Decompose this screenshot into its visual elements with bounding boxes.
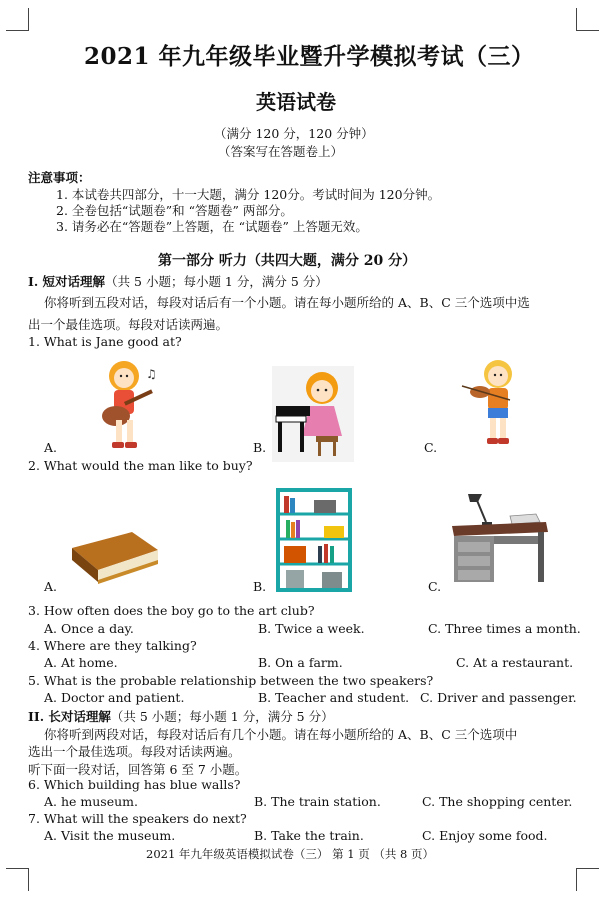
q1-option-c: C. [424, 440, 438, 455]
q3-option-a: A. Once a day. [44, 621, 134, 636]
section-ii-instruction-2: 选出一个最佳选项。每段对话读两遍。 [28, 744, 241, 759]
answer-note: （答案写在答题卷上） [218, 144, 344, 159]
q4-option-b: B. On a farm. [258, 655, 343, 670]
q6-option-b: B. The train station. [254, 794, 381, 809]
question-1: 1. What is Jane good at? [28, 334, 182, 349]
paper-subtitle: 英语试卷 [256, 90, 336, 114]
section-ii-instruction-1: 你将听到两段对话，每段对话后有几个小题。请在每小题所给的 A、B、C 三个选项中 [44, 727, 518, 742]
girl-piano-image [272, 366, 354, 462]
q7-option-c: C. Enjoy some food. [422, 828, 548, 843]
q6-option-a: A. he museum. [44, 794, 138, 809]
q2-option-b: B. [253, 579, 267, 594]
q1-option-b: B. [253, 440, 267, 455]
exam-title: 2021 年九年级毕业暨升学模拟考试（三） [84, 43, 535, 70]
q5-option-a: A. Doctor and patient. [44, 690, 185, 705]
section-i-instruction-2: 出一个最佳选项。每段对话读两遍。 [28, 317, 229, 332]
svg-text:♫: ♫ [146, 367, 157, 381]
section-ii-heading [28, 707, 334, 725]
crop-mark-bottom-right [576, 868, 599, 891]
girl-guitar-image [94, 358, 164, 454]
q7-option-a: A. Visit the museum. [44, 828, 176, 843]
q4-option-c: C. At a restaurant. [456, 655, 574, 670]
book-image [66, 526, 162, 586]
question-6: 6. Which building has blue walls? [28, 777, 241, 792]
q1-option-a: A. [44, 440, 58, 455]
crop-mark-top-left [6, 8, 29, 31]
crop-mark-top-right [576, 8, 599, 31]
part1-heading: 第一部分 听力（共四大题，满分 20 分） [158, 253, 417, 269]
notes-heading: 注意事项： [28, 170, 91, 185]
section-i-info: （共 5 小题；每小题 1 分，满分 5 分） [105, 274, 328, 289]
q5-option-b: B. Teacher and student. [258, 690, 410, 705]
score-time-note: （满分 120 分，120 分钟） [214, 126, 374, 141]
question-7: 7. What will the speakers do next? [28, 811, 247, 826]
q7-option-b: B. Take the train. [254, 828, 364, 843]
girl-violin-image [460, 356, 530, 448]
section-ii-instruction-3: 听下面一段对话，回答第 6 至 7 小题。 [28, 762, 248, 777]
q6-option-c: C. The shopping center. [422, 794, 573, 809]
section-ii-info: （共 5 小题；每小题 1 分，满分 5 分） [110, 709, 334, 724]
note-item-1: 1. 本试卷共四部分，十一大题，满分 120分。考试时间为 120分钟。 [56, 187, 441, 202]
bookshelf-image [274, 484, 354, 594]
question-2: 2. What would the man like to buy? [28, 458, 253, 473]
section-i-instruction-1: 你将听到五段对话，每段对话后有一个小题。请在每小题所给的 A、B、C 三个选项中选 [44, 295, 530, 310]
q2-option-c: C. [428, 579, 442, 594]
question-3: 3. How often does the boy go to the art club? [28, 603, 315, 618]
page-footer: 2021 年九年级英语模拟试卷（三） 第 1 页 （共 8 页） [146, 847, 434, 861]
note-item-3: 3. 请务必在“答题卷”上答题，在 “试题卷” 上答题无效。 [56, 219, 368, 234]
section-i-heading [28, 272, 328, 290]
note-item-2: 2. 全卷包括“试题卷”和 “答题卷” 两部分。 [56, 203, 293, 218]
crop-mark-bottom-left [6, 868, 29, 891]
q2-option-a: A. [44, 579, 58, 594]
section-i-label: I. 短对话理解 [28, 274, 106, 289]
desk-image [450, 492, 550, 588]
q3-option-c: C. Three times a month. [428, 621, 581, 636]
question-5: 5. What is the probable relationship between the two speakers? [28, 673, 434, 688]
q5-option-c: C. Driver and passenger. [420, 690, 577, 705]
question-4: 4. Where are they talking? [28, 638, 197, 653]
q3-option-b: B. Twice a week. [258, 621, 365, 636]
q4-option-a: A. At home. [44, 655, 118, 670]
section-ii-label: II. 长对话理解 [28, 709, 111, 724]
